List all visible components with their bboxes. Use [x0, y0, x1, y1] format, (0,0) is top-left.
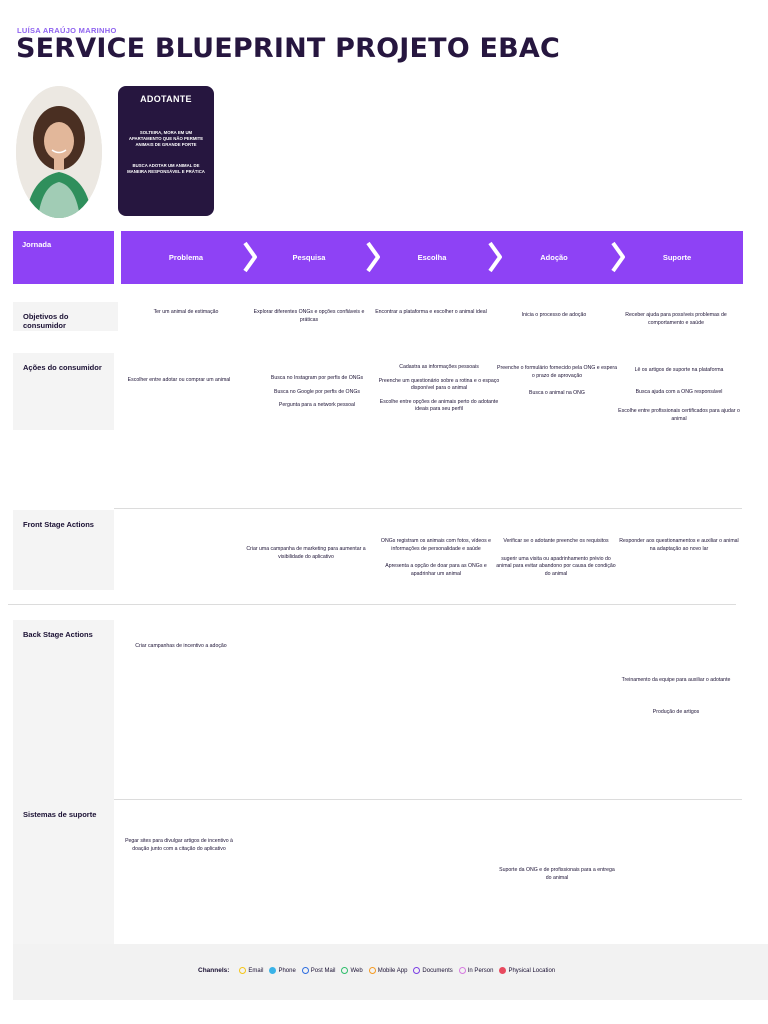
back-problema-text: Criar campanhas de incentivo a adoção — [135, 643, 227, 649]
acoes-pesquisa-text-3: Pergunta para a network pessoal — [278, 402, 356, 409]
channel-in-person-icon — [459, 967, 466, 974]
channel-physical-location-icon — [499, 967, 506, 974]
row-label-objetivos: Objetivos do consumidor — [13, 302, 118, 331]
row-label-back-stage: Back Stage Actions — [13, 620, 114, 800]
divider-front — [114, 508, 742, 509]
author-name: LUÍSA ARAÚJO MARINHO — [17, 26, 117, 35]
channel-documents — [413, 967, 452, 974]
front-cell-pesquisa — [245, 546, 367, 567]
acoes-pesquisa-text-1: Busca no Instagram por perfis de ONGs — [270, 375, 364, 381]
front-pesquisa-text: Criar uma campanha de marketing para aumentar a visibilidade do aplicativo — [246, 546, 366, 560]
persona-description: SOLTEIRA, MORA EM UM APARTAMENTO QUE NÃO PERMITE ANIMAIS DE GRANDE PORTE — [128, 130, 204, 148]
journey-stages-bar — [121, 231, 743, 284]
channels-legend — [13, 944, 768, 1000]
acoes-cell-escolha — [378, 364, 500, 420]
objetivos-cell-suporte — [615, 312, 737, 333]
front-cell-suporte — [618, 538, 740, 559]
channel-in-person-label: In Person — [467, 967, 494, 974]
objetivos-cell-problema — [125, 309, 247, 323]
channel-mobile-app-icon — [369, 967, 376, 974]
acoes-suporte-text-3: Escolhe entre profissionais certificados para ajudar o animal — [618, 408, 740, 422]
persona-goal: BUSCA ADOTAR UM ANIMAL DE MANEIRA RESPONSÁVEL E PRÁTICA — [127, 162, 205, 174]
stage-adocao: Adoção — [540, 253, 568, 262]
acoes-pesquisa-text-2: Busca no Google por perfis de ONGs — [274, 388, 360, 395]
persona-photo — [16, 86, 102, 218]
acoes-cell-problema — [118, 377, 240, 391]
stage-pesquisa: Pesquisa — [292, 253, 326, 262]
objetivos-problema-text: Ter um animal de estimação — [153, 309, 219, 315]
channel-email — [239, 967, 263, 974]
sistemas-cell-adocao — [496, 867, 618, 888]
objetivos-cell-adocao — [493, 312, 615, 326]
acoes-cell-pesquisa — [256, 375, 378, 416]
acoes-adocao-text-2: Busca o animal na ONG — [529, 390, 585, 397]
channel-email-label: Email — [248, 967, 264, 974]
acoes-suporte-text-2: Busca ajuda com a ONG responsável — [635, 388, 723, 395]
channel-documents-label: Documents — [422, 967, 453, 974]
back-cell-suporte — [615, 677, 737, 722]
channel-post-mail — [302, 967, 336, 974]
objetivos-escolha-text: Encontrar a plataforma e escolher o animal ideal — [375, 309, 487, 315]
sistemas-adocao-text: Suporte da ONG e de profissionais para a entrega do animal — [499, 867, 615, 881]
persona-card — [118, 86, 214, 216]
channels-title: Channels: — [198, 967, 230, 974]
objetivos-suporte-text: Receber ajuda para possíveis problemas de comportamento e saúde — [625, 312, 727, 326]
divider-back — [8, 604, 736, 605]
objetivos-pesquisa-text: Explorar diferentes ONGs e opções confiáveis e práticas — [253, 309, 365, 323]
front-cell-escolha — [375, 538, 497, 584]
back-suporte-text-1: Treinamento da equipe para auxiliar o adotante — [621, 677, 731, 683]
channel-documents-icon — [413, 967, 420, 974]
journey-label: Jornada — [13, 231, 114, 284]
acoes-cell-suporte — [618, 367, 740, 429]
channel-web — [341, 967, 362, 974]
row-label-acoes: Ações do consumidor — [13, 353, 114, 430]
channels-list — [198, 967, 555, 974]
acoes-suporte-text-1: Lê os artigos de suporte na plataforma — [634, 367, 724, 373]
back-suporte-text-2: Produção de artigos — [652, 708, 700, 715]
row-label-front-stage: Front Stage Actions — [13, 510, 114, 590]
objetivos-cell-escolha — [370, 309, 492, 323]
persona-photo-illustration — [16, 86, 102, 218]
channel-post-mail-icon — [302, 967, 309, 974]
front-cell-adocao — [495, 538, 617, 584]
channel-phone — [269, 967, 295, 974]
channel-phone-label: Phone — [278, 967, 296, 974]
sistemas-cell-problema — [118, 838, 240, 859]
objetivos-cell-pesquisa — [248, 309, 370, 330]
stage-suporte: Suporte — [662, 253, 692, 262]
channel-email-icon — [239, 967, 246, 974]
channel-physical-location-label: Physical Location — [508, 967, 556, 974]
front-suporte-text: Responder aos questionamentos e auxiliar o animal na adaptação ao novo lar — [619, 538, 739, 552]
stage-problema: Problema — [168, 253, 204, 262]
front-escolha-text-1: ONGs registram os animais com fotos, vídeos e informações de personalidade e saúde — [380, 538, 492, 552]
row-label-sistemas: Sistemas de suporte — [13, 800, 114, 944]
channel-physical-location — [499, 967, 555, 974]
channel-post-mail-label: Post Mail — [310, 967, 336, 974]
stage-escolha: Escolha — [417, 253, 447, 262]
front-adocao-text-1: Verificar se o adotante preenche os requisitos — [503, 538, 609, 544]
channel-mobile-app-label: Mobile App — [377, 967, 408, 974]
acoes-cell-adocao — [496, 365, 618, 404]
page-title: SERVICE BLUEPRINT PROJETO EBAC — [16, 33, 561, 64]
channel-web-label: Web — [350, 967, 363, 974]
acoes-problema-text: Escolher entre adotar ou comprar um animal — [127, 377, 231, 383]
channel-web-icon — [341, 967, 348, 974]
channel-mobile-app — [369, 967, 408, 974]
acoes-escolha-text-3: Escolhe entre opções de animais perto do adotante ideais para seu perfil — [379, 398, 499, 413]
sistemas-problema-text: Pegar sites para divulgar artigos de incentivo à doação junto com a citação do aplicativo — [125, 838, 233, 852]
channel-in-person — [459, 967, 494, 974]
front-adocao-text-2: sugerir uma visita ou apadrinhamento prévio do animal para evitar abandono por causa de condição do animal — [496, 555, 616, 577]
divider-sistemas — [114, 799, 742, 800]
acoes-escolha-text-1: Cadastra as informações pessoais — [399, 364, 479, 370]
acoes-escolha-text-2: Preenche um questionário sobre a rotina e o espaço disponível para o animal — [378, 377, 500, 392]
front-escolha-text-2: Apresenta a opção de doar para as ONGs e apadrinhar um animal — [385, 563, 487, 577]
back-cell-problema — [120, 643, 242, 657]
channel-phone-icon — [269, 967, 276, 974]
acoes-adocao-text-1: Preenche o formulário fornecido pela ONG e espera o prazo de aprovação — [497, 365, 617, 379]
objetivos-adocao-text: Inicia o processo de adoção — [521, 312, 587, 318]
persona-title: ADOTANTE — [140, 94, 192, 104]
